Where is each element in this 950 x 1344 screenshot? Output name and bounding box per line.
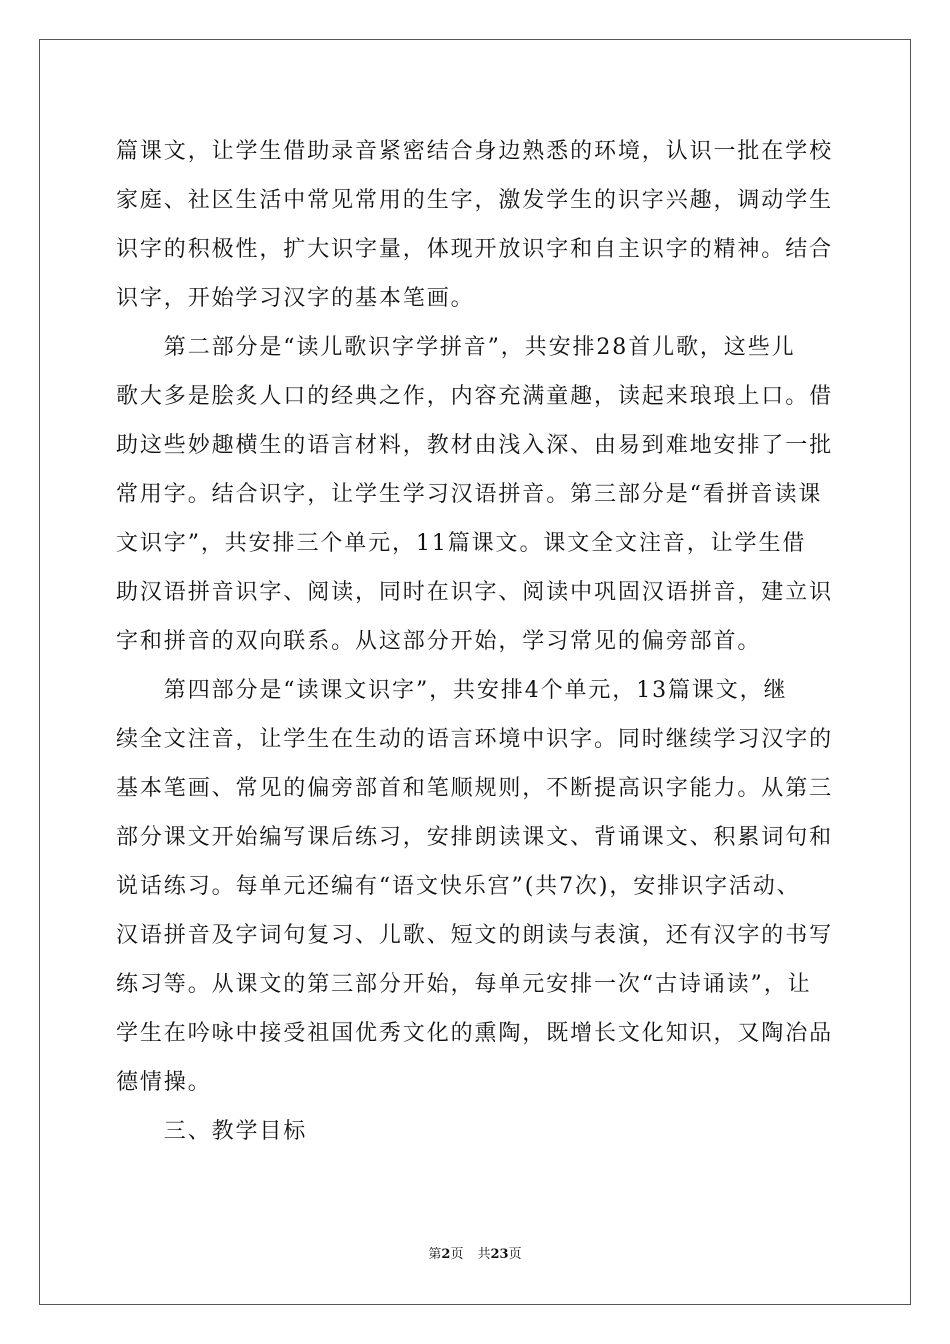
total-prefix: 共 [477, 1247, 491, 1262]
body-line-5: 第二部分是“读儿歌识字学拼音”，共安排28首儿歌，这些儿 [116, 335, 796, 360]
body-line-12: 第四部分是“读课文识字”，共安排4个单元，13篇课文，继 [116, 678, 788, 703]
body-line-16: 说话练习。每单元还编有“语文快乐宫”(共7次)，安排识字活动、 [116, 874, 801, 899]
body-line-10: 助汉语拼音识字、阅读，同时在识字、阅读中巩固汉语拼音，建立识 [116, 580, 834, 605]
body-line-18: 练习等。从课文的第三部分开始，每单元安排一次“古诗诵读”，让 [116, 972, 812, 997]
body-line-11: 字和拼音的双向联系。从这部分开始，学习常见的偏旁部首。 [116, 629, 762, 654]
total-suffix: 页 [508, 1247, 522, 1262]
page-number: 2 [441, 1247, 451, 1262]
body-line-17: 汉语拼音及字词句复习、儿歌、短文的朗读与表演，还有汉字的书写 [116, 923, 834, 948]
body-line-19: 学生在吟咏中接受祖国优秀文化的熏陶，既增长文化知识，又陶冶品 [116, 1021, 834, 1046]
body-line-13: 续全文注音，让学生在生动的语言环境中识字。同时继续学习汉字的 [116, 727, 834, 752]
body-line-9: 文识字”，共安排三个单元，11篇课文。课文全文注音，让学生借 [116, 531, 807, 556]
body-line-4: 识字，开始学习汉字的基本笔画。 [116, 286, 475, 311]
body-line-3: 识字的积极性，扩大识字量，体现开放识字和自主识字的精神。结合 [116, 237, 834, 262]
body-line-15: 部分课文开始编写课后练习，安排朗读课文、背诵课文、积累词句和 [116, 825, 834, 850]
body-line-20: 德情操。 [116, 1070, 212, 1095]
body-line-14: 基本笔画、常见的偏旁部首和笔顺规则，不断提高识字能力。从第三 [116, 776, 834, 801]
body-line-8: 常用字。结合识字，让学生学习汉语拼音。第三部分是“看拼音读课 [116, 482, 823, 507]
body-line-6: 歌大多是脍炙人口的经典之作，内容充满童趣，读起来琅琅上口。借 [116, 384, 834, 409]
section-heading: 三、教学目标 [116, 1119, 308, 1144]
body-line-1: 篇课文，让学生借助录音紧密结合身边熟悉的环境，认识一批在学校 [116, 139, 834, 164]
page-prefix: 第 [428, 1247, 442, 1262]
body-line-2: 家庭、社区生活中常见常用的生字，激发学生的识字兴趣，调动学生 [116, 188, 834, 213]
page-suffix: 页 [450, 1247, 464, 1262]
document-body [116, 127, 834, 1156]
page-footer [0, 1246, 950, 1264]
body-line-7: 助这些妙趣横生的语言材料，教材由浅入深、由易到难地安排了一批 [116, 433, 834, 458]
total-pages: 23 [490, 1247, 509, 1262]
